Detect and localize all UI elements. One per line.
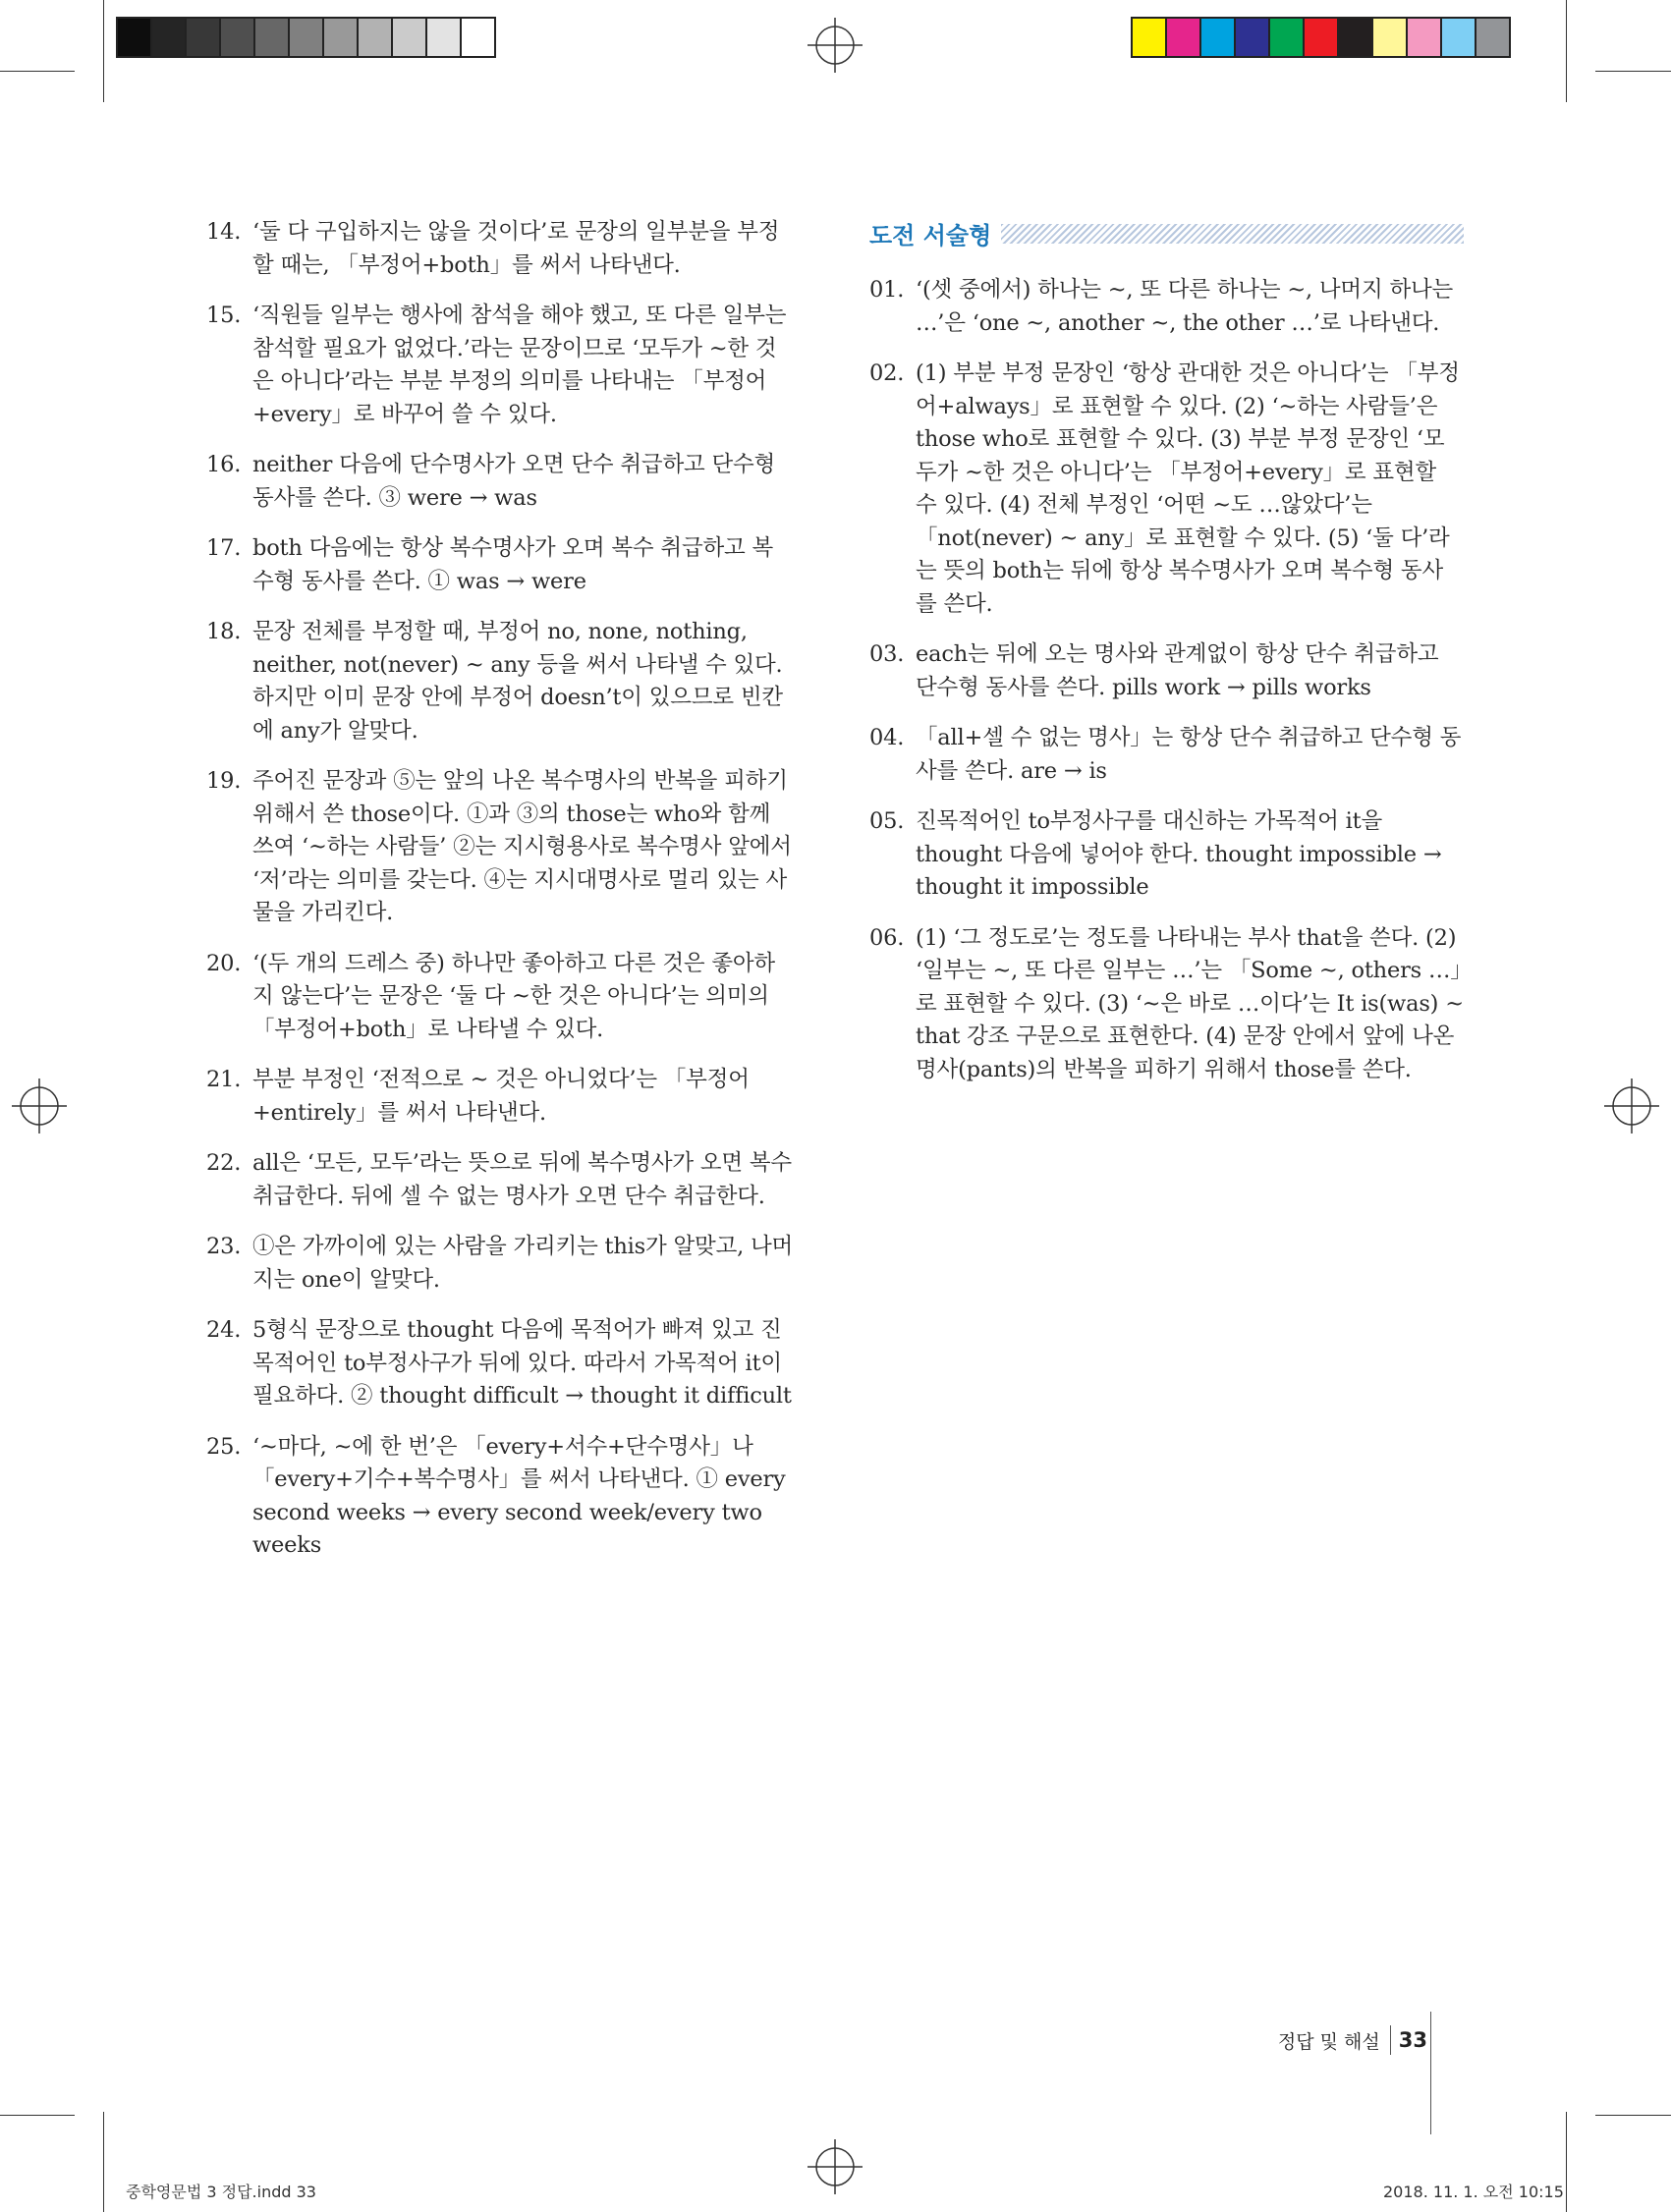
answer-item bbox=[869, 805, 1464, 905]
swatch bbox=[1339, 19, 1373, 56]
swatch bbox=[462, 19, 494, 56]
swatch bbox=[393, 19, 427, 56]
swatch bbox=[1167, 19, 1201, 56]
answer-number: 05. bbox=[869, 808, 905, 834]
answer-text: each는 뒤에 오는 명사와 관계없이 항상 단수 취급하고 단수형 동사를 쓴다. pills work → pills works bbox=[916, 641, 1439, 700]
swatch bbox=[1133, 19, 1167, 56]
swatch bbox=[1373, 19, 1408, 56]
footer-divider bbox=[1390, 2025, 1391, 2055]
answer-item bbox=[869, 922, 1464, 1087]
swatch bbox=[1236, 19, 1270, 56]
swatch bbox=[290, 19, 324, 56]
crop-mark bbox=[0, 71, 75, 72]
answer-item bbox=[869, 274, 1464, 340]
answer-number: 22. bbox=[206, 1150, 242, 1176]
answer-text: both 다음에는 항상 복수명사가 오며 복수 취급하고 복수형 동사를 쓴다. ① was → were bbox=[252, 535, 774, 594]
answer-number: 15. bbox=[206, 303, 242, 328]
answer-number: 19. bbox=[206, 768, 242, 794]
slug-timestamp: 2018. 11. 1. 오전 10:15 bbox=[1383, 2183, 1564, 2201]
answer-text: ‘(두 개의 드레스 중) 하나만 좋아하고 다른 것은 좋아하지 않는다’는 문장은 ‘둘 다 ~한 것은 아니다’는 의미의 「부정어+both」로 나타낼 수 있다. bbox=[252, 950, 775, 1042]
answer-text: (1) 부분 부정 문장인 ‘항상 관대한 것은 아니다’는 「부정어+always」로 표현할 수 있다. (2) ‘~하는 사람들’은 those who로 표현할 수 있다. (3) 부분 부정 문장인 ‘모두가 ~한 것은 아니다’는 「부정어+every」로 표현할 수 있다. (4) 전체 부정인 ‘어떤 ~도 …않았다’는 「not(never) ~ any」로 표현할 수 있다. (5) ‘둘 다’라는 뜻의 both는 뒤에 항상 복수명사가 오며 복수형 동사를 쓴다. bbox=[916, 360, 1460, 617]
answer-item bbox=[206, 616, 794, 747]
registration-mark-bottom bbox=[808, 2139, 863, 2194]
swatch bbox=[152, 19, 187, 56]
crop-mark bbox=[1595, 71, 1671, 72]
answer-item bbox=[869, 358, 1464, 621]
answer-text: 5형식 문장으로 thought 다음에 목적어가 빠져 있고 진목적어인 to부정사구가 뒤에 있다. 따라서 가목적어 it이 필요하다. ② thought difficult → thought it difficult bbox=[252, 1317, 792, 1409]
swatch bbox=[359, 19, 393, 56]
answer-item bbox=[206, 532, 794, 598]
answer-text: ‘~마다, ~에 한 번’은 「every+서수+단수명사」나 「every+기수+복수명사」를 써서 나타낸다. ① every second weeks → every second week/every two weeks bbox=[252, 1433, 786, 1558]
answer-text: neither 다음에 단수명사가 오면 단수 취급하고 단수형 동사를 쓴다. ③ were → was bbox=[252, 452, 776, 511]
crop-mark bbox=[0, 2115, 75, 2116]
crop-mark bbox=[103, 2112, 104, 2212]
answer-item bbox=[206, 1431, 794, 1563]
answer-item bbox=[206, 216, 794, 282]
swatch bbox=[1442, 19, 1476, 56]
answer-text: 진목적어인 to부정사구를 대신하는 가목적어 it을 thought 다음에 넣어야 한다. thought impossible → thought it impossible bbox=[916, 808, 1442, 900]
swatch bbox=[324, 19, 359, 56]
swatch bbox=[255, 19, 290, 56]
swatch bbox=[221, 19, 255, 56]
answer-number: 03. bbox=[869, 641, 905, 667]
answer-text: 부분 부정인 ‘전적으로 ~ 것은 아니었다’는 「부정어+entirely」를 써서 나타낸다. bbox=[252, 1067, 750, 1126]
answer-item bbox=[206, 1147, 794, 1213]
answer-item bbox=[206, 1064, 794, 1130]
swatch bbox=[187, 19, 221, 56]
footer-label: 정답 및 해설 bbox=[1277, 2030, 1380, 2053]
answer-text: ‘(셋 중에서) 하나는 ~, 또 다른 하나는 ~, 나머지 하나는 …’은 ‘one ~, another ~, the other …’로 나타낸다. bbox=[916, 277, 1454, 336]
answer-number: 04. bbox=[869, 725, 905, 750]
answer-item bbox=[206, 449, 794, 515]
answer-number: 25. bbox=[206, 1433, 242, 1460]
answer-number: 06. bbox=[869, 924, 905, 951]
answer-number: 14. bbox=[206, 219, 242, 245]
answer-item bbox=[206, 1314, 794, 1413]
section-header bbox=[869, 216, 1464, 250]
answer-text: 「all+셀 수 없는 명사」는 항상 단수 취급하고 단수형 동사를 쓴다. are → is bbox=[916, 725, 1462, 784]
answer-number: 18. bbox=[206, 619, 242, 644]
answer-item bbox=[206, 300, 794, 431]
footer-rule bbox=[1430, 2012, 1431, 2134]
gray-calibration-bar bbox=[116, 17, 496, 58]
answer-item bbox=[206, 1231, 794, 1297]
answer-text: 문장 전체를 부정할 때, 부정어 no, none, nothing, neither, not(never) ~ any 등을 써서 나타낼 수 있다. 하지만 이미 문장 안에 부정어 doesn’t이 있으므로 빈칸에 any가 알맞다. bbox=[252, 619, 783, 744]
crop-mark bbox=[1566, 2112, 1567, 2212]
answer-text: ‘직원들 일부는 행사에 참석을 해야 했고, 또 다른 일부는 참석할 필요가 없었다.’라는 문장이므로 ‘모두가 ~한 것은 아니다’라는 부분 부정의 의미를 나타내는 「부정어+every」로 바꾸어 쓸 수 있다. bbox=[252, 303, 787, 427]
page-number: 33 bbox=[1398, 2028, 1427, 2052]
answer-number: 17. bbox=[206, 535, 242, 561]
answer-text: 주어진 문장과 ⑤는 앞의 나온 복수명사의 반복을 피하기 위해서 쓴 those이다. ①과 ③의 those는 who와 함께 쓰여 ‘~하는 사람들’ ②는 지시형용사로 복수명사 앞에서 ‘저’라는 의미를 갖는다. ④는 지시대명사로 멀리 있는 사물을 가리킨다. bbox=[252, 768, 792, 925]
swatch bbox=[1476, 19, 1509, 56]
answer-item bbox=[869, 638, 1464, 704]
answer-number: 23. bbox=[206, 1234, 242, 1259]
section-title-hatch bbox=[1001, 224, 1464, 244]
answer-number: 21. bbox=[206, 1067, 242, 1092]
answer-text: all은 ‘모든, 모두’라는 뜻으로 뒤에 복수명사가 오면 복수 취급한다. 뒤에 셀 수 없는 명사가 오면 단수 취급한다. bbox=[252, 1150, 792, 1209]
answer-text: ①은 가까이에 있는 사람을 가리키는 this가 알맞고, 나머지는 one이 알맞다. bbox=[252, 1234, 794, 1293]
answer-number: 01. bbox=[869, 277, 905, 303]
answer-item bbox=[206, 765, 794, 930]
answer-column-right bbox=[869, 216, 1464, 1104]
answer-text: (1) ‘그 정도로’는 정도를 나타내는 부사 that을 쓴다. (2) ‘일부는 ~, 또 다른 일부는 …’는 「Some ~, others …」로 표현할 수 있다. (3) ‘~은 바로 …이다’는 It is(was) ~ that 강조 구문으로 표현한다. (4) 문장 안에서 앞에 나온 명사(pants)의 반복을 피하기 위해서 those를 쓴다. bbox=[916, 924, 1464, 1082]
swatch bbox=[427, 19, 462, 56]
crop-mark bbox=[1566, 0, 1567, 102]
slug-file-name: 중학영문법 3 정답.indd 33 bbox=[126, 2183, 316, 2201]
crop-mark bbox=[103, 0, 104, 102]
section-title: 도전 서술형 bbox=[869, 222, 992, 249]
swatch bbox=[1270, 19, 1305, 56]
swatch bbox=[118, 19, 152, 56]
answer-number: 24. bbox=[206, 1317, 242, 1343]
answer-text: ‘둘 다 구입하지는 않을 것이다’로 문장의 일부분을 부정할 때는, 「부정어+both」를 써서 나타낸다. bbox=[252, 219, 780, 278]
answer-item bbox=[869, 722, 1464, 788]
crop-mark bbox=[1595, 2115, 1671, 2116]
swatch bbox=[1408, 19, 1442, 56]
swatch bbox=[1305, 19, 1339, 56]
answer-column-left bbox=[206, 216, 794, 1580]
answer-number: 20. bbox=[206, 950, 242, 976]
answer-number: 16. bbox=[206, 452, 242, 477]
page-footer bbox=[1278, 2025, 1427, 2055]
registration-mark-right bbox=[1604, 1078, 1659, 1134]
section-item-list bbox=[869, 274, 1464, 1086]
answer-item bbox=[206, 948, 794, 1047]
answer-number: 02. bbox=[869, 360, 905, 386]
color-calibration-bar bbox=[1131, 17, 1511, 58]
registration-mark-top bbox=[808, 18, 863, 73]
registration-mark-left bbox=[12, 1078, 67, 1134]
swatch bbox=[1201, 19, 1236, 56]
